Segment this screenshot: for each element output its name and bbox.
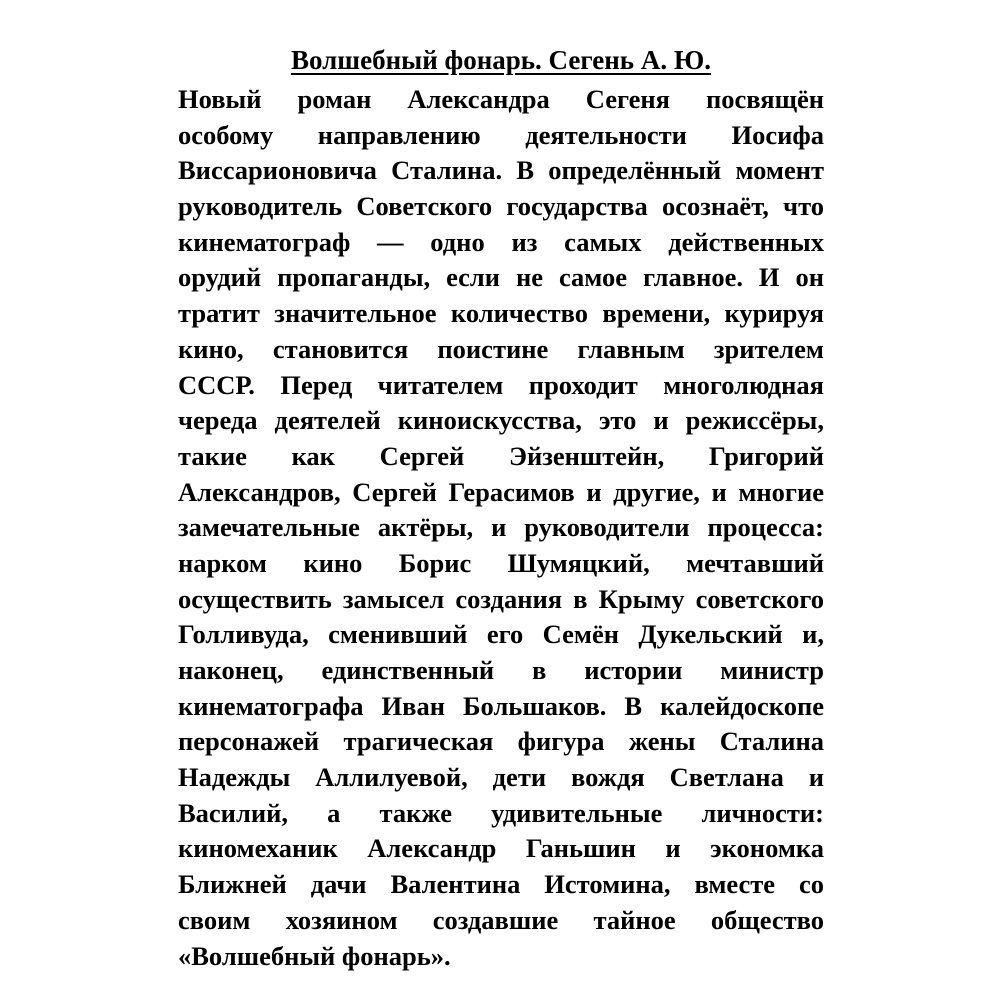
body-line: нарком кино Борис Шумяцкий, мечтавший bbox=[178, 547, 824, 578]
body-line: череда деятелей киноискусства, это и режиссёры, bbox=[178, 405, 824, 436]
body-line-last: «Волшебный фонарь». bbox=[178, 940, 451, 971]
body-line: Ближней дачи Валентина Истомина, вместе со bbox=[178, 869, 824, 900]
body-line: осуществить замысел создания в Крыму советского bbox=[178, 583, 824, 614]
body-line: особому направлению деятельности Иосифа bbox=[178, 119, 824, 150]
body-line: замечательные актёры, и руководители процесса: bbox=[178, 512, 824, 543]
body-line: своим хозяином создавшие тайное общество bbox=[178, 904, 824, 935]
document-title-text: Волшебный фонарь. Сегень А. Ю. bbox=[291, 45, 711, 75]
body-line: руководитель Советского государства осознаёт, что bbox=[178, 191, 824, 222]
body-line: Василий, а также удивительные личности: bbox=[178, 797, 824, 828]
document-body bbox=[178, 82, 824, 974]
body-line: наконец, единственный в истории министр bbox=[178, 655, 824, 685]
body-line: Голливуда, сменивший его Семён Дукельский и, bbox=[178, 619, 824, 650]
body-line: персонажей трагическая фигура жены Сталина bbox=[178, 726, 824, 757]
document-title bbox=[178, 40, 824, 80]
body-line: кино, становится поистине главным зрителем bbox=[178, 333, 824, 364]
body-line: такие как Сергей Эйзенштейн, Григорий bbox=[178, 440, 824, 471]
body-line: кинематограф — одно из самых действенных bbox=[178, 226, 824, 257]
body-line: Александров, Сергей Герасимов и другие, и многие bbox=[178, 476, 824, 507]
body-line: Новый роман Александра Сегеня посвящён bbox=[178, 84, 824, 114]
body-line: киномеханик Александр Ганьшин и экономка bbox=[178, 833, 824, 864]
body-line: кинематографа Иван Большаков. В калейдоскопе bbox=[178, 690, 824, 721]
document-page bbox=[178, 40, 824, 974]
body-line: СССР. Перед читателем проходит многолюдная bbox=[178, 369, 824, 400]
body-line: тратит значительное количество времени, курируя bbox=[178, 298, 824, 329]
body-line: Виссарионовича Сталина. В определённый момент bbox=[178, 155, 824, 186]
body-line: Надежды Аллилуевой, дети вождя Светлана и bbox=[178, 762, 824, 793]
body-line: орудий пропаганды, если не самое главное. И он bbox=[178, 262, 824, 293]
